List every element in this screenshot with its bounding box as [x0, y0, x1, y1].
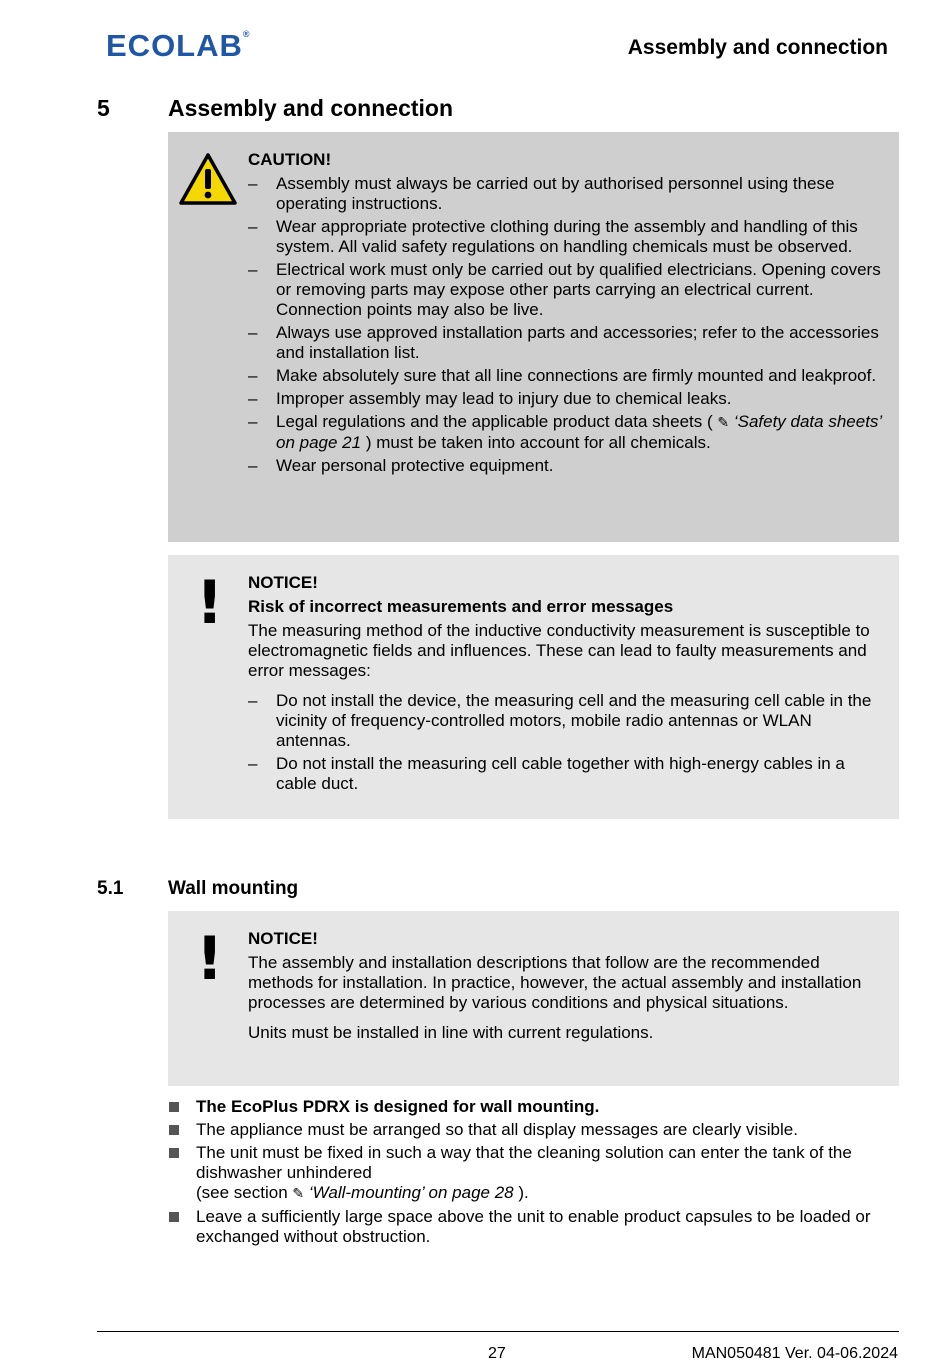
list-item: – Make absolutely sure that all line connections are firmly mounted and leakproof.	[248, 366, 877, 385]
notice-body-secondary: Units must be installed in line with current regulations.	[248, 1023, 654, 1042]
caution-title: CAUTION!	[248, 150, 332, 169]
logo-text: ECOLAB	[106, 28, 243, 63]
list-item: – Electrical work must only be carried out by qualified electricians. Opening covers or removing parts may expose other parts carrying an electrical current. Connection points may also be live.	[248, 260, 881, 319]
notice-list	[248, 691, 887, 794]
notice-title: NOTICE!	[248, 573, 318, 592]
list-item: The appliance must be arranged so that all display messages are clearly visible.	[168, 1120, 888, 1140]
list-item: – Wear personal protective equipment.	[248, 456, 554, 475]
page-number: 27	[488, 1345, 506, 1362]
warning-triangle-icon	[178, 152, 238, 206]
notice-body: The assembly and installation descriptions that follow are the recommended methods for installation. In practice, however, the actual assembly and installation processes are determined by various conditions and physical situations.	[248, 953, 862, 1012]
exclamation-icon: !	[196, 568, 224, 638]
document-id: MAN050481 Ver. 04-06.2024	[691, 1345, 898, 1362]
notice-title: NOTICE!	[248, 929, 318, 948]
wall-mounting-link[interactable]: ‘Wall-mounting’ on page 28	[304, 1183, 514, 1202]
wall-mounting-list	[168, 1097, 888, 1250]
list-item: The unit must be fixed in such a way that the cleaning solution can enter the tank of the dishwasher unhindered (see section ✎ ‘Wall-mounting’ on page 28 ).	[168, 1143, 888, 1204]
list-item: – Wear appropriate protective clothing during the assembly and handling of this system. All valid safety regulations on handling chemicals must be observed.	[248, 217, 858, 256]
notice-subtitle: Risk of incorrect measurements and error messages	[248, 597, 674, 616]
square-bullet-icon	[169, 1102, 179, 1112]
list-item: – Assembly must always be carried out by authorised personnel using these operating instructions.	[248, 174, 835, 213]
footer-divider	[97, 1331, 899, 1332]
notice-box-installation	[168, 911, 899, 1086]
square-bullet-icon	[169, 1148, 179, 1158]
list-item: – Improper assembly may lead to injury due to chemical leaks.	[248, 389, 732, 408]
ecolab-logo	[106, 30, 250, 61]
safety-data-sheets-link[interactable]: ‘Safety data sheets’ on page 21	[276, 412, 882, 452]
list-item: – Do not install the device, the measuring cell and the measuring cell cable in the vicinity of frequency-controlled motors, mobile radio antennas or WLAN antennas.	[248, 691, 872, 750]
list-item: – Legal regulations and the applicable product data sheets ( ✎ ‘Safety data sheets’ on page 21 ) must be taken into account for all chemicals.	[248, 412, 882, 452]
notice-body: The measuring method of the inductive conductivity measurement is susceptible to electromagnetic fields and influences. These can lead to faulty measurements and error messages:	[248, 621, 870, 680]
square-bullet-icon	[169, 1212, 179, 1222]
list-item: The EcoPlus PDRX is designed for wall mounting.	[168, 1097, 888, 1117]
notice-box-measurements	[168, 555, 899, 819]
list-item: – Always use approved installation parts and accessories; refer to the accessories and installation list.	[248, 323, 879, 362]
cross-reference-icon: ✎	[292, 1186, 305, 1202]
caution-box	[168, 132, 899, 542]
section-number: 5	[97, 95, 110, 121]
caution-list	[248, 174, 887, 476]
subsection-number: 5.1	[97, 878, 124, 899]
logo-registered-mark: ®	[242, 29, 250, 39]
list-item: – Do not install the measuring cell cable together with high-energy cables in a cable duct.	[248, 754, 845, 793]
header-title: Assembly and connection	[627, 36, 888, 59]
square-bullet-icon	[169, 1125, 179, 1135]
list-item: Leave a sufficiently large space above the unit to enable product capsules to be loaded or exchanged without obstruction.	[168, 1207, 888, 1247]
subsection-title: Wall mounting	[168, 878, 299, 899]
exclamation-icon: !	[196, 924, 224, 994]
cross-reference-icon: ✎	[717, 415, 730, 431]
section-title: Assembly and connection	[168, 95, 454, 121]
